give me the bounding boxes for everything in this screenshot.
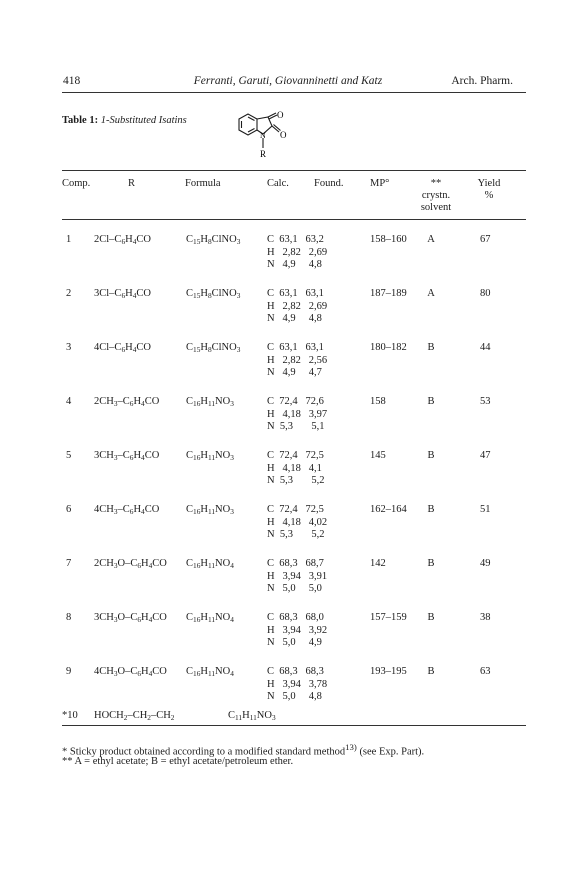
row-9-comp: 9 — [66, 666, 72, 677]
row-5-formula: $C_{16}H_{11}NO_3$ — [186, 450, 234, 462]
row-3-yield: 44 — [480, 342, 491, 353]
footnote-1: * Sticky product obtained according to a modified standard method$^{13)}$ (see Exp. Part). — [62, 742, 425, 758]
isatin-structure — [225, 108, 305, 168]
header-rule — [62, 92, 526, 93]
col-calc: Calc. — [267, 178, 289, 189]
row-2-solvent: A — [427, 288, 435, 299]
n-label: N — [260, 131, 266, 140]
row-7-analysis: C 68,3 68,7 H 3,94 3,91 N 5,0 5,0 — [267, 558, 328, 594]
row-10-r: $HOCH_2-CH_2-CH_2$ — [94, 710, 175, 722]
col-r: R — [128, 178, 136, 189]
row-8-mp: 157–159 — [370, 612, 407, 623]
row-7-comp: 7 — [66, 558, 72, 569]
row-9-solvent: B — [427, 666, 435, 677]
row-3-analysis: C 63,1 63,1 H 2,82 2,56 N 4,9 4,7 — [267, 342, 328, 378]
col-yield-line2: % — [484, 190, 494, 201]
row-1-solvent: A — [427, 234, 435, 245]
row-4-analysis: C 72,4 72,6 H 4,18 3,97 N 5,3 5,1 — [267, 396, 328, 432]
table-top-rule — [62, 170, 526, 171]
row-8-r: $3CH_3O-C_6H_4CO$ — [94, 612, 167, 624]
row-8-comp: 8 — [66, 612, 72, 623]
row-6-yield: 51 — [480, 504, 491, 515]
table-title: 1-Substituted Isatins — [100, 115, 187, 126]
table-label: Table 1: — [62, 115, 99, 126]
row-4-comp: 4 — [66, 396, 72, 407]
row-6-mp: 162–164 — [370, 504, 407, 515]
row-3-comp: 3 — [66, 342, 72, 353]
row-6-comp: 6 — [66, 504, 72, 515]
row-4-mp: 158 — [370, 396, 386, 407]
row-7-solvent: B — [427, 558, 435, 569]
row-3-solvent: B — [427, 342, 435, 353]
row-4-yield: 53 — [480, 396, 491, 407]
row-10-formula: $C_{11}H_{11}NO_3$ — [228, 710, 276, 722]
row-2-yield: 80 — [480, 288, 491, 299]
row-2-r: $3Cl-C_6H_4CO$ — [94, 288, 151, 300]
col-found: Found. — [314, 178, 344, 189]
row-3-formula: $C_{15}H_8ClNO_3$ — [186, 342, 241, 354]
col-solvent — [412, 178, 460, 214]
row-5-yield: 47 — [480, 450, 491, 461]
table-bottom-rule — [62, 725, 526, 726]
row-7-r: $2CH_3O-C_6H_4CO$ — [94, 558, 167, 570]
row-4-solvent: B — [427, 396, 435, 407]
col-yield-line1: Yield — [477, 178, 501, 189]
row-5-analysis: C 72,4 72,5 H 4,18 4,1 N 5,3 5,2 — [267, 450, 325, 486]
row-9-formula: $C_{16}H_{11}NO_4$ — [186, 666, 234, 678]
row-3-r: $4Cl-C_6H_4CO$ — [94, 342, 151, 354]
col-formula: Formula — [185, 178, 221, 189]
row-3-mp: 180–182 — [370, 342, 407, 353]
row-8-yield: 38 — [480, 612, 491, 623]
row-9-r: $4CH_3O-C_6H_4CO$ — [94, 666, 167, 678]
row-9-mp: 193–195 — [370, 666, 407, 677]
row-7-formula: $C_{16}H_{11}NO_4$ — [186, 558, 234, 570]
col-solvent-line2: solvent — [420, 202, 452, 213]
row-8-formula: $C_{16}H_{11}NO_4$ — [186, 612, 234, 624]
r-label: R — [260, 149, 267, 159]
o-label-2: O — [280, 130, 287, 140]
footnote-2: ** A = ethyl acetate; B = ethyl acetate/petroleum ether. — [62, 756, 294, 767]
row-5-comp: 5 — [66, 450, 72, 461]
row-9-analysis: C 68,3 68,3 H 3,94 3,78 N 5,0 4,8 — [267, 666, 328, 702]
col-comp: Comp. — [62, 178, 91, 189]
col-yield — [472, 178, 506, 202]
row-6-r: $4CH_3-C_6H_4CO$ — [94, 504, 160, 516]
row-2-comp: 2 — [66, 288, 72, 299]
row-8-solvent: B — [427, 612, 435, 623]
row-5-solvent: B — [427, 450, 435, 461]
row-2-formula: $C_{15}H_8ClNO_3$ — [186, 288, 241, 300]
row-1-analysis: C 63,1 63,2 H 2,82 2,69 N 4,9 4,8 — [267, 234, 328, 270]
row-1-formula: $C_{15}H_8ClNO_3$ — [186, 234, 241, 246]
row-1-r: $2Cl-C_6H_4CO$ — [94, 234, 151, 246]
col-solvent-mark: ** — [430, 178, 442, 189]
header-bottom-rule — [62, 219, 526, 220]
row-5-mp: 145 — [370, 450, 386, 461]
col-mp: MP° — [370, 178, 390, 189]
row-7-mp: 142 — [370, 558, 386, 569]
o-label-1: O — [277, 110, 284, 120]
row-1-mp: 158–160 — [370, 234, 407, 245]
row-6-analysis: C 72,4 72,5 H 4,18 4,02 N 5,3 5,2 — [267, 504, 328, 540]
row-1-comp: 1 — [66, 234, 72, 245]
row-4-formula: $C_{16}H_{11}NO_3$ — [186, 396, 234, 408]
row-1-yield: 67 — [480, 234, 491, 245]
running-authors: Ferranti, Garuti, Giovanninetti and Katz — [193, 75, 383, 87]
row-8-analysis: C 68,3 68,0 H 3,94 3,92 N 5,0 4,9 — [267, 612, 328, 648]
col-solvent-line1: crystn. — [421, 190, 451, 201]
row-4-r: $2CH_3-C_6H_4CO$ — [94, 396, 160, 408]
row-10-comp: *10 — [62, 710, 78, 721]
row-2-mp: 187–189 — [370, 288, 407, 299]
table-caption — [62, 115, 187, 126]
row-6-formula: $C_{16}H_{11}NO_3$ — [186, 504, 234, 516]
row-2-analysis: C 63,1 63,1 H 2,82 2,69 N 4,9 4,8 — [267, 288, 328, 324]
row-6-solvent: B — [427, 504, 435, 515]
journal-name: Arch. Pharm. — [451, 75, 513, 87]
row-9-yield: 63 — [480, 666, 491, 677]
row-7-yield: 49 — [480, 558, 491, 569]
page-number: 418 — [63, 75, 81, 87]
row-5-r: $3CH_3-C_6H_4CO$ — [94, 450, 160, 462]
